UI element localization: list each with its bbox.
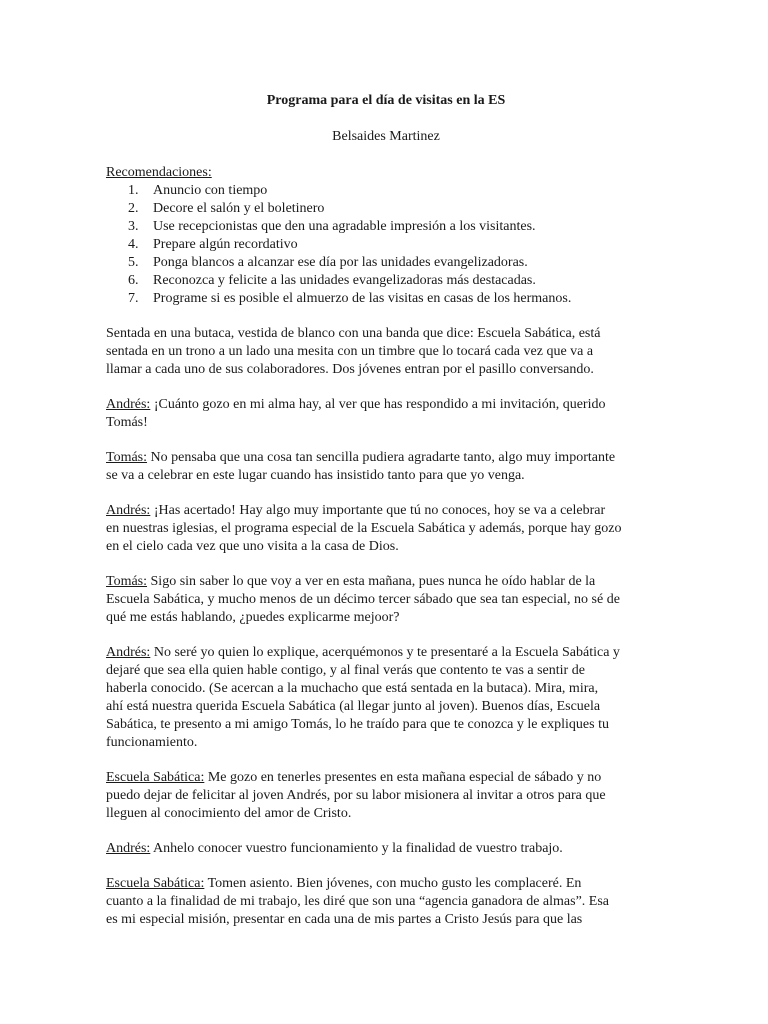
dialogue-line: puedo dejar de felicitar al joven Andrés, por su labor misionera al invitar a otros para que	[106, 788, 606, 803]
recommendation-text: Reconozca y felicite a las unidades evangelizadoras más destacadas.	[153, 273, 536, 288]
dialogue-first-line	[106, 502, 666, 520]
dialogue-line: se va a celebrar en este lugar cuando has insistido tanto para que yo venga.	[106, 468, 525, 483]
dialogue-text: ¡Has acertado! Hay algo muy importante que tú no conoces, hoy se va a celebrar	[150, 503, 606, 518]
speaker-name: Andrés:	[106, 397, 151, 412]
recommendation-item	[106, 236, 666, 254]
recommendation-item	[106, 272, 666, 290]
recommendation-item	[106, 182, 666, 200]
dialogue-paragraph	[106, 875, 666, 929]
recommendation-number: 2.	[128, 201, 139, 216]
recommendation-text: Anuncio con tiempo	[153, 183, 268, 198]
dialogue-text: ¡Cuánto gozo en mi alma hay, al ver que has respondido a mi invitación, querido	[150, 397, 606, 412]
recommendation-text: Prepare algún recordativo	[153, 237, 298, 252]
speaker-name: Andrés:	[106, 841, 151, 856]
dialogue-line: Sabática, te presento a mi amigo Tomás, lo he traído para que te conozca y le expliques tu	[106, 717, 609, 732]
dialogue-first-line	[106, 573, 666, 591]
speaker-name: Andrés:	[106, 503, 151, 518]
recommendations-heading	[106, 164, 666, 182]
dialogue-line: lleguen al conocimiento del amor de Cristo.	[106, 806, 352, 821]
dialogue-line: cuanto a la finalidad de mi trabajo, les diré que son una “agencia ganadora de almas”. Esa	[106, 894, 610, 909]
dialogue-line: en el cielo cada vez que uno visita a la casa de Dios.	[106, 539, 399, 554]
recommendation-number: 1.	[128, 183, 139, 198]
recommendation-number: 5.	[128, 255, 139, 270]
recommendation-number: 7.	[128, 291, 139, 306]
dialogue-line: ahí está nuestra querida Escuela Sabática (al llegar junto al joven). Buenos días, Escuela	[106, 699, 601, 714]
document-title: Programa para el día de visitas en la ES	[266, 93, 506, 108]
dialogue-first-line	[106, 644, 666, 662]
dialogue-line: Tomás!	[106, 415, 148, 430]
intro-paragraph	[106, 325, 666, 379]
recommendation-item	[106, 290, 666, 308]
recommendation-text: Decore el salón y el boletinero	[153, 201, 325, 216]
document-author: Belsaides Martinez	[332, 129, 440, 144]
recommendations-heading-text: Recomendaciones:	[106, 165, 212, 180]
speaker-name: Escuela Sabática:	[106, 770, 205, 785]
intro-line: Sentada en una butaca, vestida de blanco con una banda que dice: Escuela Sabática, está	[106, 326, 601, 341]
dialogue-paragraph	[106, 396, 666, 432]
dialogue-first-line	[106, 769, 666, 787]
dialogue-text: No seré yo quien lo explique, acerquémonos y te presentaré a la Escuela Sabática y	[150, 645, 620, 660]
dialogue-line: en nuestras iglesias, el programa especial de la Escuela Sabática y además, porque hay gozo	[106, 521, 622, 536]
dialogue-line: es mi especial misión, presentar en cada una de mis partes a Cristo Jesús para que las	[106, 912, 583, 927]
dialogue-paragraph	[106, 840, 666, 858]
recommendation-number: 3.	[128, 219, 139, 234]
recommendation-text: Ponga blancos a alcanzar ese día por las unidades evangelizadoras.	[153, 255, 528, 270]
dialogue-line: qué me estás hablando, ¿puedes explicarme mejoor?	[106, 610, 400, 625]
recommendation-number: 4.	[128, 237, 139, 252]
recommendation-item	[106, 254, 666, 272]
dialogue	[106, 396, 666, 929]
dialogue-text: Tomen asiento. Bien jóvenes, con mucho gusto les complaceré. En	[204, 876, 582, 891]
recommendation-text: Use recepcionistas que den una agradable impresión a los visitantes.	[153, 219, 536, 234]
recommendations-list	[106, 182, 666, 308]
dialogue-line: haberla conocido. (Se acercan a la muchacho que está sentada en la butaca). Mira, mira,	[106, 681, 599, 696]
dialogue-first-line	[106, 449, 666, 467]
recommendation-item	[106, 218, 666, 236]
dialogue-line: dejaré que sea ella quien hable contigo, y al final verás que contento te vas a sentir de	[106, 663, 585, 678]
recommendation-item	[106, 200, 666, 218]
dialogue-first-line	[106, 396, 666, 414]
speaker-name: Tomás:	[106, 574, 148, 589]
speaker-name: Andrés:	[106, 645, 151, 660]
recommendation-text: Programe si es posible el almuerzo de las visitas en casas de los hermanos.	[153, 291, 572, 306]
dialogue-line: Escuela Sabática, y mucho menos de un décimo tercer sábado que sea tan especial, no sé de	[106, 592, 620, 607]
dialogue-text: Me gozo en tenerles presentes en esta mañana especial de sábado y no	[204, 770, 602, 785]
intro-line: llamar a cada uno de sus colaboradores. Dos jóvenes entran por el pasillo conversando.	[106, 362, 594, 377]
dialogue-paragraph	[106, 644, 666, 752]
dialogue-first-line	[106, 840, 666, 858]
dialogue-paragraph	[106, 502, 666, 556]
dialogue-paragraph	[106, 769, 666, 823]
dialogue-first-line	[106, 875, 666, 893]
dialogue-line: funcionamiento.	[106, 735, 198, 750]
dialogue-paragraph	[106, 573, 666, 627]
document-page	[106, 92, 666, 929]
speaker-name: Escuela Sabática:	[106, 876, 205, 891]
dialogue-text: Sigo sin saber lo que voy a ver en esta mañana, pues nunca he oído hablar de la	[147, 574, 596, 589]
dialogue-paragraph	[106, 449, 666, 485]
dialogue-text: Anhelo conocer vuestro funcionamiento y la finalidad de vuestro trabajo.	[150, 841, 563, 856]
speaker-name: Tomás:	[106, 450, 148, 465]
dialogue-text: No pensaba que una cosa tan sencilla pudiera agradarte tanto, algo muy importante	[147, 450, 616, 465]
recommendation-number: 6.	[128, 273, 139, 288]
intro-line: sentada en un trono a un lado una mesita con un timbre que lo tocará cada vez que va a	[106, 344, 594, 359]
